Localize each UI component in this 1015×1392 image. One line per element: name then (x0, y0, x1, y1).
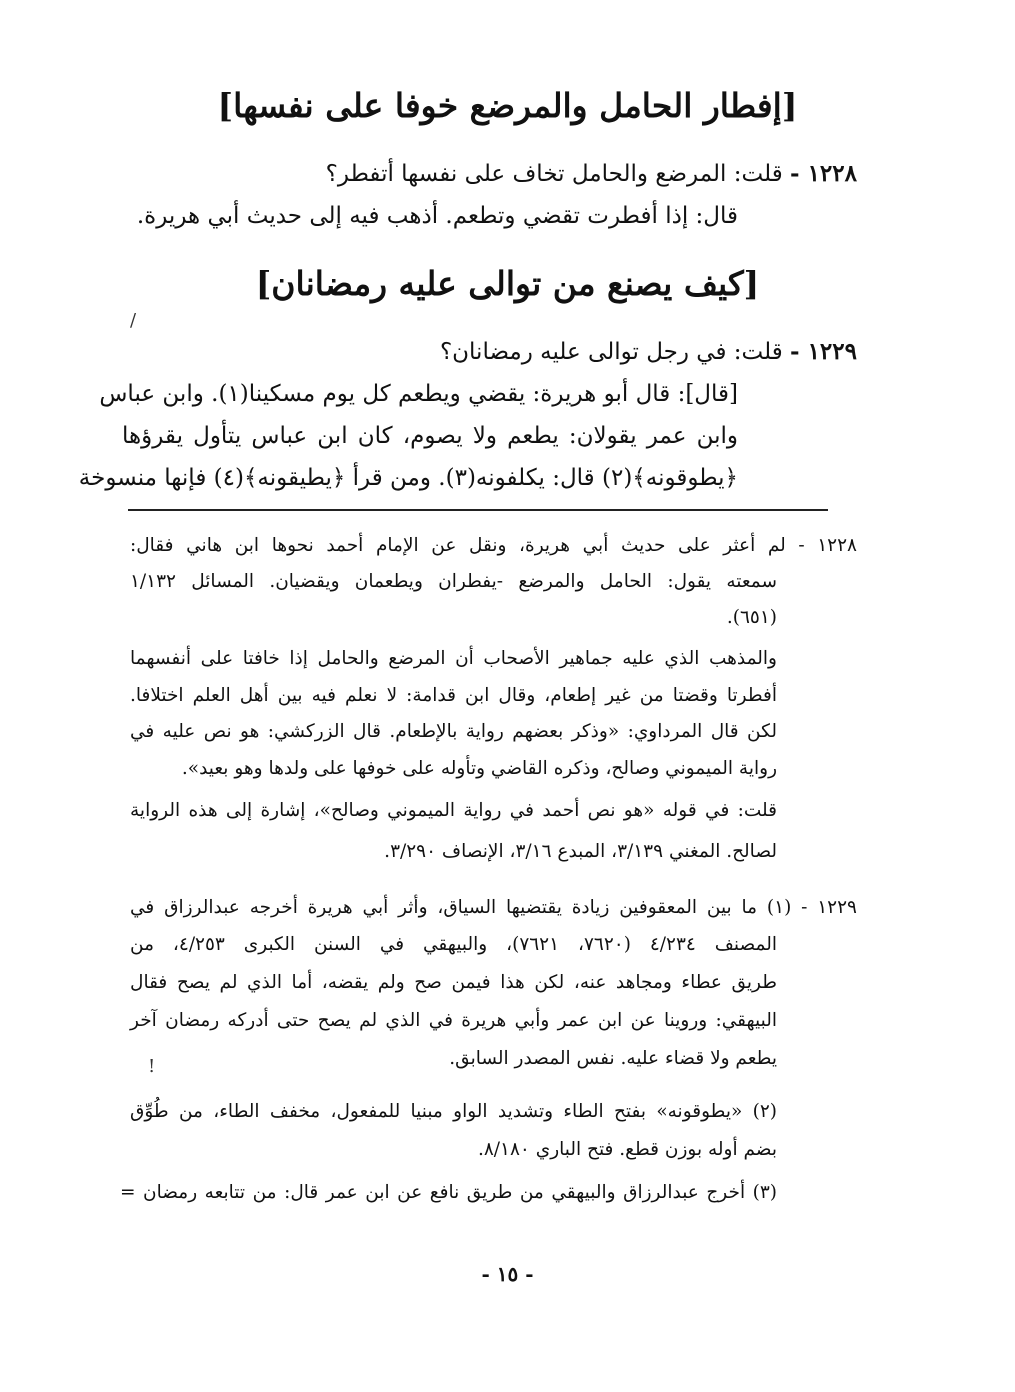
question-1229 (440, 335, 857, 369)
footnote-1229-line: طريق عطاء ومجاهد عنه، لكن هذا فيمن صح ولم يقضه، أما الذي لم يصح فقال (130, 972, 777, 993)
footnote-1229-2-line: (٢) «يطوقونه» بفتح الطاء وتشديد الواو مبنيا للمفعول، مخفف الطاء، من طُوِّق (130, 1101, 777, 1122)
question-text: قلت: في رجل توالى عليه رمضانان؟ (439, 339, 783, 365)
page-number: - ١٥ - (481, 1262, 534, 1286)
entry-number: ١٢٢٩ - (790, 338, 857, 365)
answer-1229-line: وابن عمر يقولان: يطعم ولا يصوم، كان ابن عباس يتأول يقرؤها (122, 423, 738, 449)
stray-mark: ! (148, 1056, 156, 1077)
footnote-1229-3-line: (٣) أخرج عبدالرزاق والبيهقي من طريق نافع عن ابن عمر قال: من تتابعه رمضان = (120, 1182, 777, 1203)
footnote-1228-line: لصالح. المغني ٣/١٣٩، المبدع ٣/١٦، الإنصاف ٣/٢٩٠. (384, 841, 777, 862)
answer-1229-line: [قال]: قال أبو هريرة: يقضي ويطعم كل يوم مسكينا(١). وابن عباس (99, 381, 738, 407)
answer-1228: قال: إذا أفطرت تقضي وتطعم. أذهب فيه إلى حديث أبي هريرة. (136, 203, 738, 229)
footnote-1229-2-line: بضم أوله بوزن قطع. فتح الباري ٨/١٨٠. (477, 1139, 777, 1160)
footnote-1229-line: المصنف ٤/٢٣٤ (٧٦٢٠، ٧٦٢١)، والبيهقي في السنن الكبرى ٤/٢٥٣، من (130, 934, 777, 955)
footnote-1228-line: سمعته يقول: الحامل والمرضع -يفطران ويطعمان ويقضيان. المسائل ١/١٣٢ (130, 571, 777, 592)
section-heading: [إفطار الحامل والمرضع خوفا على نفسها] (217, 86, 798, 125)
footnote-1228-line: قلت: في قوله «هو نص أحمد في رواية الميموني وصالح»، إشارة إلى هذه الرواية (130, 800, 777, 821)
footnote-1229-line: يطعم ولا قضاء عليه. نفس المصدر السابق. (449, 1048, 777, 1069)
footnote-1229-line: البيهقي: وروينا عن ابن عمر وأبي هريرة في الذي لم يصح حتى أدركه رمضان آخر (130, 1010, 777, 1031)
footnote-1228-line: والمذهب الذي عليه جماهير الأصحاب أن المرضع والحامل إذا خافتا على أنفسهما (130, 648, 777, 669)
footnote-1228-line: لكن قال المرداوي: «وذكر بعضهم رواية بالإطعام. قال الزركشي: هو نص عليه في (130, 721, 777, 742)
section-heading: [كيف يصنع من توالى عليه رمضانان] (255, 264, 760, 303)
question-text: قلت: المرضع والحامل تخاف على نفسها أتفطر؟ (325, 161, 783, 187)
footnote-1228-line: ١٢٢٨ - لم أعثر على حديث أبي هريرة، ونقل عن الإمام أحمد نحوها ابن هاني فقال: (130, 535, 857, 556)
question-1228 (326, 157, 857, 191)
footnote-1228-line: أفطرتا وقضتا من غير إطعام، وقال ابن قدامة: لا نعلم فيه بين أهل العلم اختلافا. (130, 685, 777, 706)
footnote-1229-line: ١٢٢٩ - (١) ما بين المعقوفين زيادة يقتضيها السياق، وأثر أبي هريرة أخرجه عبدالرزاق في (130, 897, 857, 918)
footnote-1228-line: (٦٥١). (726, 607, 777, 628)
stray-mark: / (130, 310, 137, 331)
footnote-1228-line: رواية الميموني وصالح، وذكره القاضي وتأوله على خوفها على ولدها وهو بعيد». (181, 758, 777, 779)
footnote-separator (128, 509, 828, 511)
answer-1229-line: ﴿يطوقونه﴾(٢) قال: يكلفونه(٣). ومن قرأ ﴿يطيقونه﴾(٤) فإنها منسوخة (78, 465, 738, 491)
entry-number: ١٢٢٨ - (790, 160, 857, 187)
